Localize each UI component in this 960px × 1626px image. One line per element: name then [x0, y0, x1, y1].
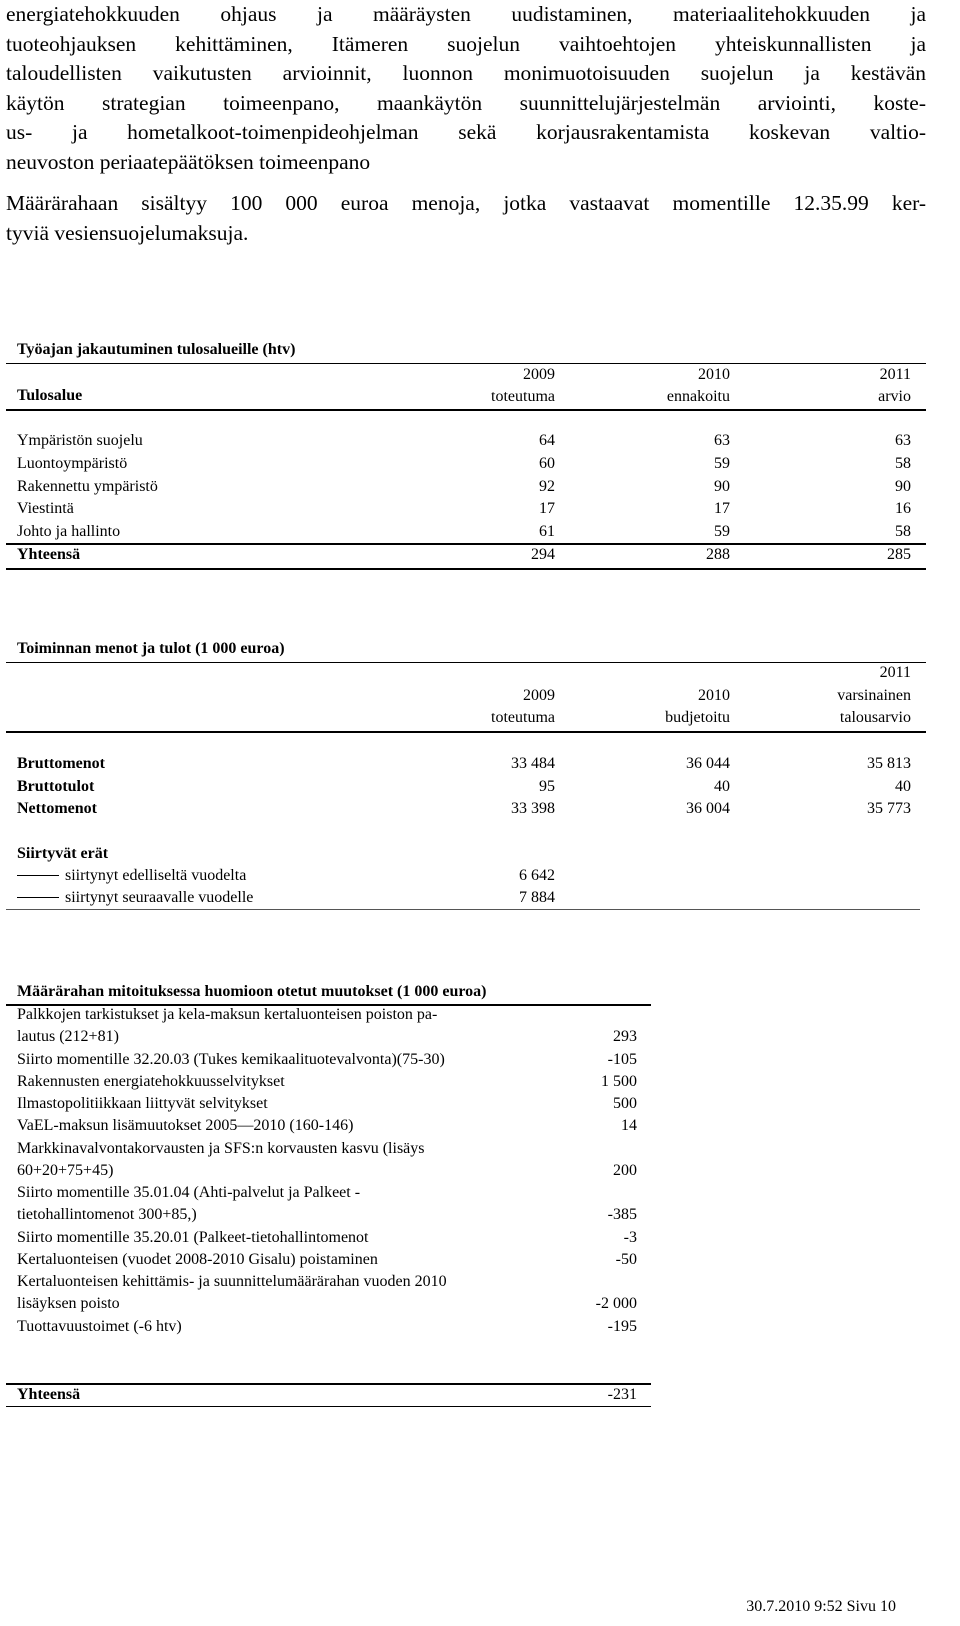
table-cell: 33 484	[511, 755, 555, 772]
carry-title: Siirtyvät erät	[17, 845, 109, 862]
change-value: -2 000	[595, 1295, 637, 1312]
change-label: Rakennusten energiatehokkuusselvitykset	[17, 1073, 285, 1090]
table-cell: 61	[539, 523, 555, 540]
change-value: -385	[607, 1206, 637, 1223]
table-cell: 17	[714, 500, 730, 517]
col-header-year: 2009	[523, 366, 555, 383]
table-cell: 63	[895, 432, 911, 449]
change-label: Ilmastopolitiikkaan liittyvät selvitykset	[17, 1095, 268, 1112]
table-row-label: Luontoympäristö	[17, 455, 128, 472]
total-cell: -231	[607, 1386, 637, 1403]
table-row-label: Bruttotulot	[17, 778, 95, 795]
intro-line: käytön strategian toimeenpano, maankäytön suunnittelujärjestelmän arviointi, koste-	[6, 90, 926, 115]
change-value: 200	[613, 1162, 637, 1179]
change-value: -105	[607, 1051, 637, 1068]
table-cell: 58	[895, 455, 911, 472]
note-line: tyviä vesiensuojelumaksuja.	[6, 220, 249, 245]
col-header-line: 2009	[523, 687, 555, 704]
total-row-label: Yhteensä	[17, 546, 81, 563]
worktime-table-title: Työajan jakautuminen tulosalueille (htv)	[17, 341, 296, 358]
note-line: Määrärahaan sisältyy 100 000 euroa menoja, jotka vastaavat momentille 12.35.99 ker-	[6, 191, 926, 215]
col-header-tulosalue: Tulosalue	[17, 387, 83, 404]
change-value: 14	[621, 1117, 637, 1134]
col-header-line: budjetoitu	[665, 709, 730, 726]
change-label: Palkkojen tarkistukset ja kela-maksun kertaluonteisen poiston pa-	[17, 1006, 438, 1023]
table-cell: 58	[895, 523, 911, 540]
change-label: Siirto momentille 32.20.03 (Tukes kemikaalituotevalvonta)(75-30)	[17, 1051, 445, 1068]
intro-line: energiatehokkuuden ohjaus ja määräysten uudistaminen, materiaalitehokkuuden ja	[6, 2, 926, 26]
change-label: VaEL-maksun lisämuutokset 2005—2010 (160-146)	[17, 1117, 354, 1134]
change-value: 1 500	[601, 1073, 637, 1090]
table-row-label: Ympäristön suojelu	[17, 432, 143, 449]
change-label: tietohallintomenot 300+85,)	[17, 1206, 197, 1223]
intro-line: tuoteohjauksen kehittäminen, Itämeren suojelun vaihtoehtojen yhteiskunnallisten ja	[6, 31, 926, 56]
table-cell: 40	[895, 778, 911, 795]
table-cell: 36 004	[686, 800, 730, 817]
table-cell: 90	[714, 478, 730, 495]
col-header-line: 2011	[879, 664, 911, 681]
change-value: -50	[615, 1251, 637, 1268]
table-row-label: Viestintä	[17, 500, 74, 517]
change-label: Siirto momentille 35.20.01 (Palkeet-tietohallintomenot	[17, 1229, 369, 1246]
table-cell: 64	[539, 432, 555, 449]
table-cell: 16	[895, 500, 911, 517]
intro-line: taloudellisten vaikutusten arvioinnit, luonnon monimuotoisuuden suojelun ja kestävän	[6, 61, 926, 85]
intro-line: neuvoston periaatepäätöksen toimeenpano	[6, 149, 371, 174]
table-cell: 35 813	[867, 755, 911, 772]
total-cell: 288	[706, 546, 730, 563]
table-cell: 36 044	[686, 755, 730, 772]
col-header-year: 2010	[698, 366, 730, 383]
table-row-label: Rakennettu ympäristö	[17, 478, 158, 495]
carry-cell: 6 642	[519, 867, 555, 884]
col-header-sub: ennakoitu	[666, 388, 730, 405]
change-label: lautus (212+81)	[17, 1028, 119, 1045]
table-cell: 92	[539, 478, 555, 495]
table-cell: 59	[714, 523, 730, 540]
table-cell: 95	[539, 778, 555, 795]
table-row-label: Nettomenot	[17, 800, 97, 817]
change-value: -3	[623, 1229, 637, 1246]
carry-row-label: siirtynyt seuraavalle vuodelle	[17, 889, 253, 907]
col-header-sub: arvio	[878, 388, 911, 405]
table-cell: 59	[714, 455, 730, 472]
table-cell: 17	[539, 500, 555, 517]
changes-table-title: Määrärahan mitoituksessa huomioon otetut muutokset (1 000 euroa)	[17, 983, 487, 1000]
table-cell: 40	[714, 778, 730, 795]
table-row-label: Bruttomenot	[17, 755, 105, 772]
change-label: Kertaluonteisen (vuodet 2008-2010 Gisalu) poistaminen	[17, 1251, 378, 1268]
col-header-line: 2010	[698, 687, 730, 704]
total-cell: 285	[887, 546, 911, 563]
change-value: 500	[613, 1095, 637, 1112]
table-cell: 33 398	[511, 800, 555, 817]
intro-line: us- ja hometalkoot-toimenpideohjelman sekä korjausrakentamista koskevan valtio-	[6, 120, 926, 144]
change-label: Tuottavuustoimet (-6 htv)	[17, 1318, 182, 1335]
change-label: Kertaluonteisen kehittämis- ja suunnittelumäärärahan vuoden 2010	[17, 1273, 447, 1290]
expenses-table-title: Toiminnan menot ja tulot (1 000 euroa)	[17, 640, 285, 657]
col-header-line: toteutuma	[491, 709, 555, 726]
total-cell: 294	[531, 546, 555, 563]
change-label: lisäyksen poisto	[17, 1295, 120, 1312]
carry-cell: 7 884	[519, 889, 555, 906]
table-row-label: Johto ja hallinto	[17, 523, 121, 540]
table-cell: 63	[714, 432, 730, 449]
total-row-label: Yhteensä	[17, 1386, 81, 1403]
col-header-sub: toteutuma	[491, 388, 555, 405]
table-cell: 60	[539, 455, 555, 472]
change-label: Siirto momentille 35.01.04 (Ahti-palvelut ja Palkeet -	[17, 1184, 361, 1201]
change-label: Markkinavalvontakorvausten ja SFS:n korvausten kasvu (lisäys	[17, 1140, 425, 1157]
col-header-line: talousarvio	[839, 709, 911, 726]
carry-row-label: siirtynyt edelliseltä vuodelta	[17, 867, 246, 885]
change-value: -195	[607, 1318, 637, 1335]
table-cell: 90	[895, 478, 911, 495]
change-value: 293	[613, 1028, 637, 1045]
page-footer: 30.7.2010 9:52 Sivu 10	[746, 1598, 896, 1615]
col-header-year: 2011	[879, 366, 911, 383]
table-cell: 35 773	[867, 800, 911, 817]
change-label: 60+20+75+45)	[17, 1162, 114, 1179]
col-header-line: varsinainen	[837, 687, 911, 704]
